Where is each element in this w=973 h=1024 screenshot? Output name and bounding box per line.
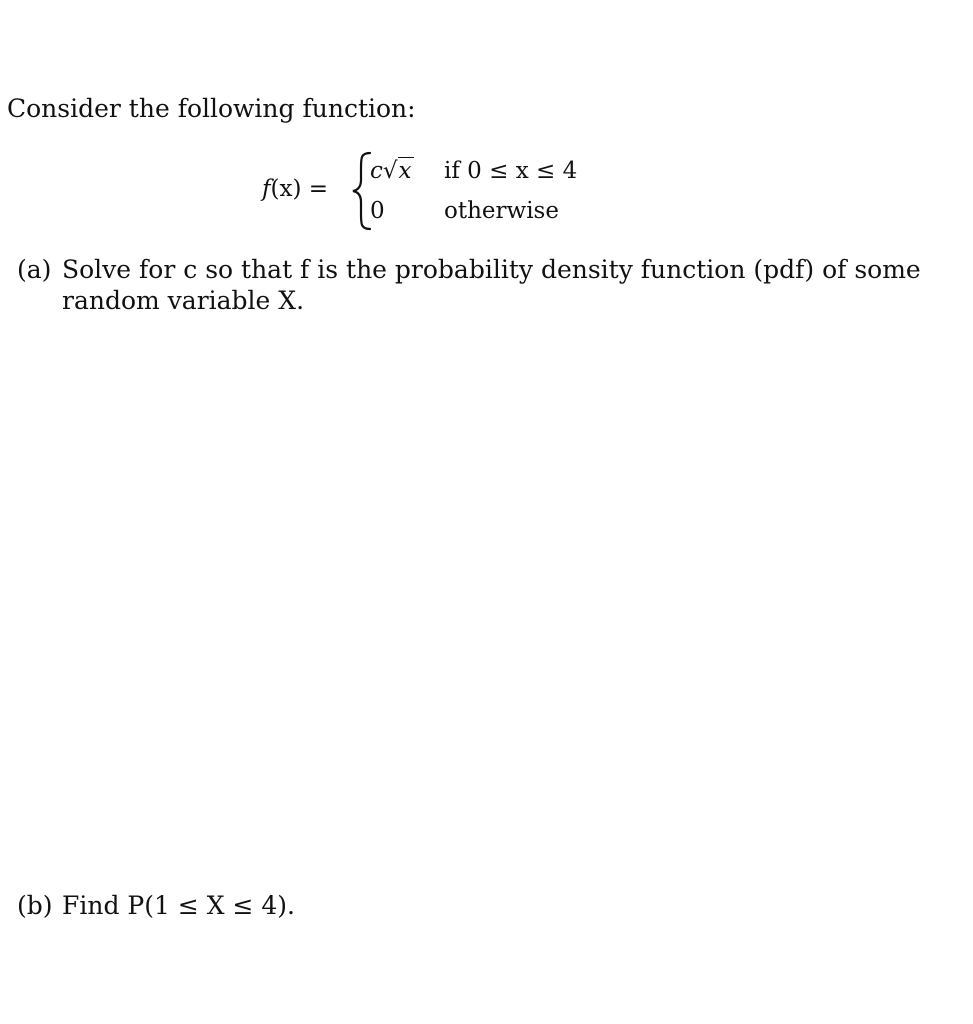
part-a-text-line2: random variable X. [62, 286, 305, 315]
radical-sign: √ [382, 158, 398, 184]
formula-lhs [262, 174, 328, 204]
case1-condition: if 0 ≤ x ≤ 4 [444, 158, 578, 184]
part-a-label: (a) [17, 255, 52, 284]
case2-condition: otherwise [444, 198, 559, 224]
radicand: x [398, 158, 412, 184]
piecewise-formula [262, 150, 602, 234]
intro-text: Consider the following function: [7, 94, 416, 123]
part-a-text-line1: Solve for c so that f is the probability density function (pdf) of some [62, 255, 921, 284]
part-b-text: Find P(1 ≤ X ≤ 4). [62, 891, 295, 920]
function-argument: (x) = [270, 176, 329, 202]
function-name: f [262, 176, 271, 202]
part-b-label: (b) [17, 891, 53, 920]
square-root [383, 156, 414, 186]
case2-expression: 0 [370, 198, 385, 224]
case1-expression [370, 156, 414, 186]
coefficient-c: c [370, 158, 383, 184]
